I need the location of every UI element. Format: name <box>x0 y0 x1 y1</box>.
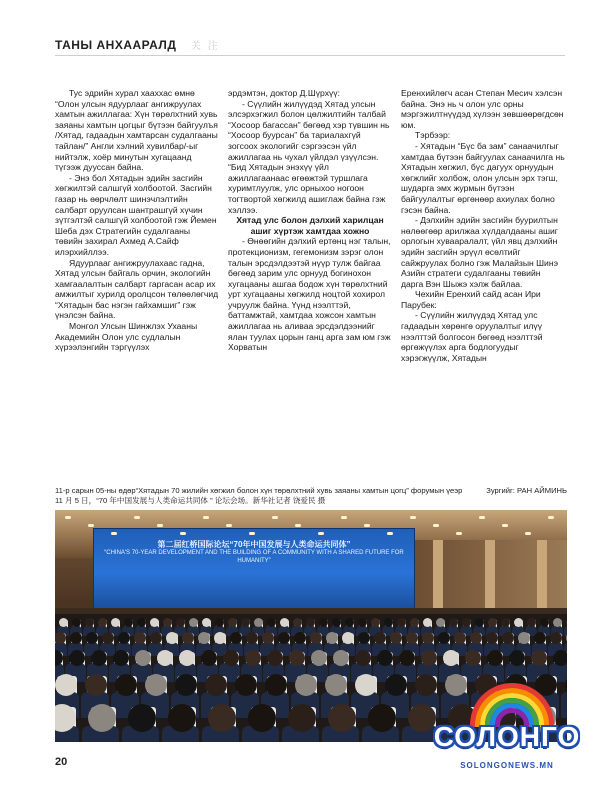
attendee-head <box>280 618 289 627</box>
paragraph: - Сүүлийн жилүүдэд Хятад улсын элсэрхэгжил болон цөлжилтийн талбай “Хосоор багассан” бөгөөд хэр түвшин нь “Хосоор буурсан” ба тариалахгүй зогсоох экологийг сэргээсэн үйл ажиллагаа нь чухал үйлдэл үзүүлсэн. “Бид Хятадын энэхүү үйл ажиллагаанаас өгөөжтэй туршлага хуримтлуулж, улс орныхоо ногоон тогтвортой хөгжилд ашиглаж байна гэж хэллээ. <box>228 98 390 215</box>
attendee-head <box>163 618 172 627</box>
paragraph: - Өнөөгийн дэлхий ертөнц нэг талын, протекционизм, гегемонизм зэрэг олон талын эрсдэлдээтэй нүүр тулж байгаа бөгөөд зарим улс орнууд богинохон хугацааны ашгаа бодож хүн төрөлхтний урт хугацааны хөгжилд ноцтой хохирол учруулж байна. Үүнд нээлттэй, баттамжтай, хамтдаа хожсон хамтын ажиллагаа нь аливаа эрсдэлдээнийг ялан туулах цорын ганц арга зам юм гэж Хорватын <box>228 236 391 353</box>
attendee-head <box>527 618 536 627</box>
stage-screen <box>93 528 415 610</box>
attendee-head <box>553 618 562 627</box>
attendee-head <box>267 618 276 627</box>
attendee-head <box>189 618 198 627</box>
attendee-head <box>531 650 547 666</box>
attendee-head <box>501 618 510 627</box>
paragraph: Тус эдрийн хурал хааххас өмнө “Олон улсын ядуурлааг ангижруулах хамтын ажиллагаа: Хүн төрөлхтний хувь заяаны хамтын цогцыг бүтээн байгуулъя /Хятад, гадаадын хамтарсан судалгааны тайлан/” Англи хэлний хувилбар/-ыг нийтэлж, хоёр минутын хугацаанд түгээж дууссан байна. <box>55 88 218 173</box>
attendee-head <box>449 618 458 627</box>
attendee-head <box>553 650 567 666</box>
attendee-head <box>128 704 156 732</box>
attendee-head <box>488 618 497 627</box>
section-subheading: Хятад улс болон дэлхий харилцан ашиг хүртэж хамтдаа хожно <box>236 215 384 236</box>
solongo-logo <box>432 683 582 783</box>
attendee-head <box>85 618 94 627</box>
attendee-head <box>475 618 484 627</box>
paragraph: - Хятадын “Бүс ба зам” санаачилгыг хамтдаа бүтээн байгуулах санаачилга нь Хятадын хөгжил, бүс дагуух орнуудын хөгжлийг холбож, олон улсын эрх тэгш, шударга эмх журмын бүтээн байгуулалтыг өргөнөөр ахиулах болно гэсэн байна. <box>401 140 565 215</box>
caption-line-mongolian: 11-р сарын 05-ны өдөр“Хятадын 70 жилийн хөгжил болон хүн төрөлхтний хувь заяаны хамтын цогц” форумын үеэр <box>55 486 463 495</box>
attendee-head <box>168 704 196 732</box>
ceiling-light <box>433 524 439 527</box>
attendee-head <box>540 618 549 627</box>
attendee-head <box>137 618 146 627</box>
attendee-head <box>443 650 459 666</box>
attendee-head <box>319 618 328 627</box>
attendee-head <box>293 618 302 627</box>
attendee-head <box>509 650 525 666</box>
logo-name: СОЛОНГО <box>433 721 581 752</box>
ceiling-light <box>548 516 554 519</box>
attendee-head <box>355 650 371 666</box>
ceiling-light <box>88 524 94 527</box>
attendee-head <box>399 650 415 666</box>
ceiling-light <box>341 516 347 519</box>
ceiling-light <box>134 516 140 519</box>
attendee-head <box>368 704 396 732</box>
header-divider <box>55 55 565 56</box>
attendee-head <box>150 618 159 627</box>
attendee-head <box>345 618 354 627</box>
ceiling-light <box>65 516 71 519</box>
screen-title: 第二届红桥国际论坛“70年中国发展与人类命运共同体” <box>157 540 351 549</box>
attendee-head <box>176 618 185 627</box>
ceiling-light <box>456 532 462 535</box>
attendee-head <box>179 650 195 666</box>
attendee-head <box>245 650 261 666</box>
attendee-head <box>59 618 68 627</box>
paragraph: Еренхийлөгч асан Степан Месич хэлсэн байна. Энэ нь ч олон улс орны мэргэжилтнүүдэд хүлээн зөвшөөрөгдсөн юм. <box>401 88 564 130</box>
attendee-head <box>288 704 316 732</box>
attendee-head <box>514 618 523 627</box>
attendee-head <box>436 618 445 627</box>
ceiling-light <box>157 524 163 527</box>
section-title: ТАНЫ АНХААРАЛД <box>55 38 177 52</box>
paragraph: эрдэмтэн, доктор Д.Шүрхүү: <box>228 88 340 98</box>
ceiling-light <box>295 524 301 527</box>
attendee-head <box>289 650 305 666</box>
attendee-head <box>124 618 133 627</box>
screen-text <box>94 541 414 565</box>
attendee-head <box>421 650 437 666</box>
attendee-head <box>223 650 239 666</box>
attendee-head <box>328 704 356 732</box>
ceiling-light <box>111 532 117 535</box>
attendee-head <box>371 618 380 627</box>
attendee-head <box>135 650 151 666</box>
paragraph: Чехийн Еренхий сайд асан Ири Парубек: <box>401 289 541 310</box>
attendee-head <box>377 650 393 666</box>
section-header <box>55 36 565 54</box>
caption-line-chinese: 11 月 5 日，“70 年中国发展与人类命运共同体 ” 论坛会场。新华社记者 饶爱民 摄 <box>55 496 326 505</box>
attendee-head <box>69 650 85 666</box>
attendee-head <box>72 618 81 627</box>
photo-caption <box>55 486 567 506</box>
ceiling-light <box>387 532 393 535</box>
attendee-head <box>91 650 107 666</box>
ceiling-light <box>525 532 531 535</box>
paragraph: - Сүүлийн жилүүдэд Хятад улс гадаадын хөрөнгө оруулалтыг илүү нээлттэй болгосон бөгөөд нээлттэй өргөжүүлэх арга бодлогуудыг хэрэгжүүлж, Хятадын <box>401 310 543 363</box>
screen-subtitle: “CHINA'S 70-YEAR DEVELOPMENT AND THE BUILDING OF A COMMUNITY WITH A SHARED FUTURE FOR HUMANITY” <box>104 550 404 564</box>
paragraph: Монгол Улсын Шинжлэх Ухааны Академийн Олон улс судлалын хүрээлэнгийн тэргүүлэх <box>55 321 198 353</box>
ceiling-light <box>410 516 416 519</box>
article-column-1 <box>55 88 219 468</box>
attendee-head <box>267 650 283 666</box>
attendee-head <box>465 650 481 666</box>
attendee-head <box>397 618 406 627</box>
attendee-head <box>311 650 327 666</box>
ceiling-light <box>203 516 209 519</box>
paragraph: - Дэлхийн эдийн засгийн буурилтын нөлөөгөөр арилжаа хүлдалдааны ашиг орлогын хувааралалт, үйл явц дэлхийн эдийн засгийн эрүүл өсөлтийг сайжруулах болно гэж Малайзын Шинэ Азийн стратеги судалгааны төвийн дарга Вэн Шыжэ хэлж байлаа. <box>401 215 558 289</box>
attendee-head <box>384 618 393 627</box>
attendee-head <box>98 618 107 627</box>
paragraph: Ядуурлааг ангижруулахаас гадна, Хятад улсын байгаль орчин, экологийн хамгаалалтын салбарт гаргасан асар их амжилтыг хурилд оролцсон төлөөлөгчид “Хятадын бас нэгэн гайхамшиг” гэж үнэлсэн байна. <box>55 257 219 321</box>
page-number: 20 <box>55 756 68 768</box>
ceiling-light <box>249 532 255 535</box>
ceiling-light <box>272 516 278 519</box>
attendee-head <box>487 650 503 666</box>
attendee-head <box>410 618 419 627</box>
attendee-head <box>113 650 129 666</box>
ceiling-light <box>318 532 324 535</box>
attendee-head <box>248 704 276 732</box>
ceiling-light <box>502 524 508 527</box>
ceiling-light <box>226 524 232 527</box>
attendee-head <box>306 618 315 627</box>
attendee-head <box>241 618 250 627</box>
section-subtitle: 关 注 <box>190 41 220 52</box>
attendee-head <box>201 650 217 666</box>
paragraph: - Энэ бол Хятадын эдийн засгийн хөгжилтэй салшгүй холбоотой. Засгийн газар нь өөрчлөлт шинэчлэлтийн салбарт оруулсан шантрашгүй хүчин зүтгэлтэй салшгүй холбоотой гэж Йемен Шеба дэх Стратегийн судалгааны төвийн захирал Ахмед А.Сайф илэрхийллээ. <box>55 172 217 257</box>
attendee-head <box>88 704 116 732</box>
article-column-2 <box>228 88 392 468</box>
attendee-head <box>202 618 211 627</box>
attendee-head <box>462 618 471 627</box>
attendee-head <box>208 704 236 732</box>
photo-credit: Зургийг: РАН АЙМИНЬ <box>486 486 567 495</box>
ceiling-light <box>479 516 485 519</box>
attendee-head <box>215 618 224 627</box>
attendee-head <box>423 618 432 627</box>
logo-url: SOLONGONEWS.MN <box>460 761 554 770</box>
attendee-head <box>332 618 341 627</box>
attendee-head <box>333 650 349 666</box>
attendee-head <box>111 618 120 627</box>
attendee-head <box>157 650 173 666</box>
attendee-head <box>358 618 367 627</box>
paragraph: Тэрбээр: <box>415 130 451 141</box>
ceiling-light <box>180 532 186 535</box>
attendee-head <box>228 618 237 627</box>
attendee-head <box>254 618 263 627</box>
article-column-3 <box>401 88 565 468</box>
ceiling-light <box>364 524 370 527</box>
